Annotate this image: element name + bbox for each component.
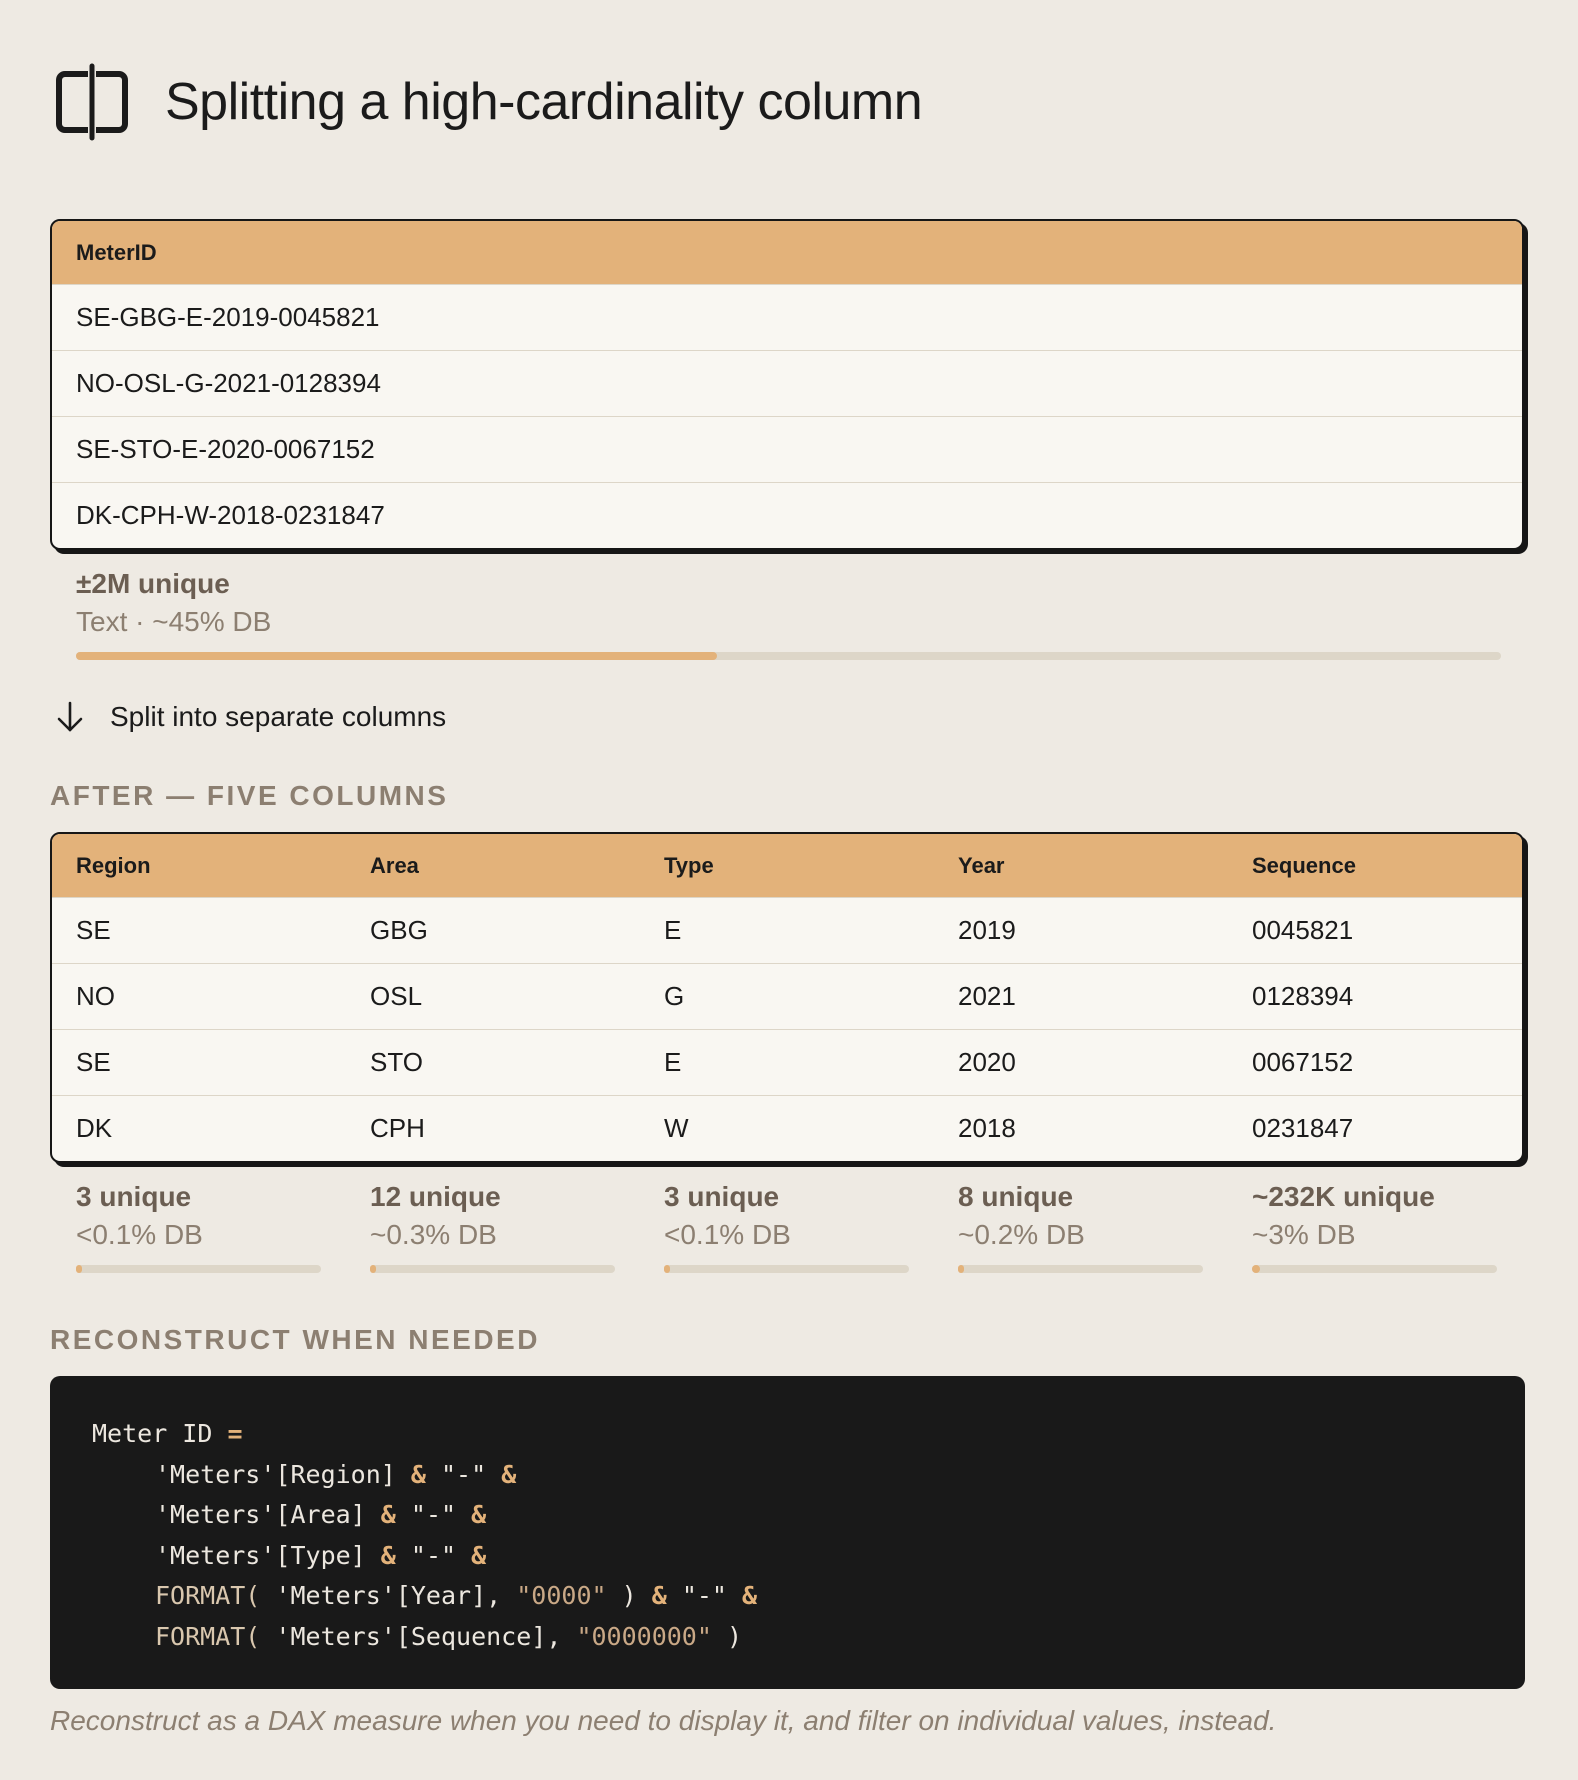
storage-bar	[1252, 1265, 1497, 1273]
table-cell: DK	[76, 1113, 113, 1143]
code-text: )	[711, 1621, 743, 1651]
table-header	[52, 834, 1522, 897]
column-header-sequence: Sequence	[1252, 852, 1356, 878]
code-text: )	[606, 1581, 652, 1610]
storage-bar	[664, 1265, 909, 1273]
code-text: 'Meters'[Type]	[155, 1540, 381, 1570]
table-header	[52, 221, 1522, 284]
code-operator: &	[651, 1581, 667, 1610]
code-text: 'Meters'[Region]	[155, 1459, 411, 1489]
table-row	[52, 897, 1522, 963]
unique-count: 8 unique	[958, 1181, 1074, 1212]
code-string: "0000000"	[576, 1621, 712, 1651]
split-label: Split into separate columns	[110, 701, 447, 732]
table-cell: DK-CPH-W-2018-0231847	[76, 500, 385, 530]
code-text: "-"	[395, 1540, 472, 1570]
code-operator: &	[501, 1459, 517, 1489]
column-header-type: Type	[664, 852, 714, 878]
column-header-meterid: MeterID	[76, 239, 157, 265]
code-text: "-"	[425, 1459, 502, 1489]
stat-type	[664, 1181, 909, 1273]
storage-detail: ~3% DB	[1252, 1219, 1356, 1250]
table-cell: OSL	[370, 981, 423, 1011]
code-operator: &	[380, 1540, 396, 1570]
code-operator: =	[227, 1419, 243, 1448]
table-cell: 2021	[958, 981, 1016, 1011]
storage-bar-fill	[664, 1265, 670, 1273]
code-line	[92, 1455, 1525, 1496]
arrow-down-icon	[54, 700, 86, 734]
table-row	[52, 416, 1522, 482]
code-text: 'Meters'[Sequence],	[260, 1621, 577, 1651]
code-text: "-"	[395, 1500, 472, 1529]
storage-detail: <0.1% DB	[664, 1219, 791, 1250]
storage-bar-fill	[1252, 1265, 1260, 1273]
section-label-reconstruct: RECONSTRUCT WHEN NEEDED	[50, 1324, 540, 1355]
storage-bar	[76, 1265, 321, 1273]
split-step	[54, 700, 446, 734]
table-row	[52, 963, 1522, 1029]
table-cell: 2019	[958, 915, 1016, 945]
storage-bar-fill	[370, 1265, 376, 1273]
column-header-year: Year	[958, 852, 1005, 878]
section-label-after: AFTER — FIVE COLUMNS	[50, 780, 449, 811]
page-header	[55, 62, 922, 142]
storage-bar-fill	[76, 652, 717, 660]
table-row	[52, 350, 1522, 416]
code-line	[92, 1576, 1525, 1617]
table-cell: G	[664, 981, 685, 1011]
table-row	[52, 482, 1522, 548]
table-cell: SE-STO-E-2020-0067152	[76, 434, 375, 464]
table-cell: W	[664, 1113, 689, 1143]
unique-count: 12 unique	[370, 1181, 501, 1212]
storage-detail: Text · ~45% DB	[76, 606, 272, 637]
column-header-area: Area	[370, 852, 419, 878]
dax-code-block	[50, 1376, 1525, 1689]
stat-region	[76, 1181, 321, 1273]
code-text: Meter ID	[92, 1419, 228, 1448]
table-cell: SE	[76, 1047, 111, 1077]
table-row	[52, 1095, 1522, 1161]
meterid-stat	[76, 568, 1501, 660]
footnote: Reconstruct as a DAX measure when you need to display it, and filter on individual values, instead.	[50, 1705, 1277, 1736]
storage-bar-fill	[958, 1265, 964, 1273]
storage-detail: ~0.3% DB	[370, 1219, 497, 1250]
code-line	[92, 1414, 1525, 1455]
after-table	[50, 832, 1524, 1163]
table-cell: 0231847	[1252, 1113, 1354, 1143]
table-row	[52, 284, 1522, 350]
unique-count: ±2M unique	[76, 568, 230, 599]
table-cell: E	[664, 1047, 682, 1077]
code-keyword: FORMAT(	[155, 1581, 261, 1610]
table-cell: NO-OSL-G-2021-0128394	[76, 368, 381, 398]
column-header-region: Region	[76, 852, 151, 878]
storage-detail: <0.1% DB	[76, 1219, 203, 1250]
code-operator: &	[742, 1581, 758, 1610]
page-title: Splitting a high-cardinality column	[165, 73, 923, 131]
code-operator: &	[410, 1459, 426, 1489]
table-cell: E	[664, 915, 682, 945]
table-cell: NO	[76, 981, 115, 1011]
stat-sequence	[1252, 1181, 1497, 1273]
table-cell: SE	[76, 915, 111, 945]
table-cell: GBG	[370, 915, 428, 945]
table-cell: 0045821	[1252, 915, 1354, 945]
code-line	[92, 1536, 1525, 1577]
storage-bar	[958, 1265, 1203, 1273]
code-operator: &	[380, 1500, 396, 1529]
before-table	[50, 219, 1524, 550]
code-text: "-"	[666, 1581, 743, 1610]
code-text: 'Meters'[Area]	[155, 1500, 381, 1529]
code-line	[92, 1617, 1525, 1658]
table-cell: 2018	[958, 1113, 1016, 1143]
code-operator: &	[471, 1540, 487, 1570]
stat-area	[370, 1181, 615, 1273]
unique-count: 3 unique	[664, 1181, 780, 1212]
code-keyword: FORMAT(	[155, 1621, 261, 1651]
storage-bar	[370, 1265, 615, 1273]
storage-bar-fill	[76, 1265, 82, 1273]
stat-year	[958, 1181, 1203, 1273]
table-row	[52, 1029, 1522, 1095]
table-cell: 0067152	[1252, 1047, 1354, 1077]
table-cell: SE-GBG-E-2019-0045821	[76, 302, 380, 332]
table-cell: CPH	[370, 1113, 425, 1143]
storage-detail: ~0.2% DB	[958, 1219, 1085, 1250]
table-cell: 2020	[958, 1047, 1016, 1077]
column-stats	[76, 1181, 1546, 1273]
unique-count: ~232K unique	[1252, 1181, 1435, 1212]
code-string: "0000"	[516, 1581, 607, 1610]
split-column-icon	[55, 62, 129, 142]
table-cell: STO	[370, 1047, 423, 1077]
table-cell: 0128394	[1252, 981, 1354, 1011]
storage-bar	[76, 652, 1501, 660]
code-line	[92, 1495, 1525, 1536]
unique-count: 3 unique	[76, 1181, 192, 1212]
code-text: 'Meters'[Year],	[260, 1581, 517, 1610]
code-operator: &	[471, 1500, 487, 1529]
